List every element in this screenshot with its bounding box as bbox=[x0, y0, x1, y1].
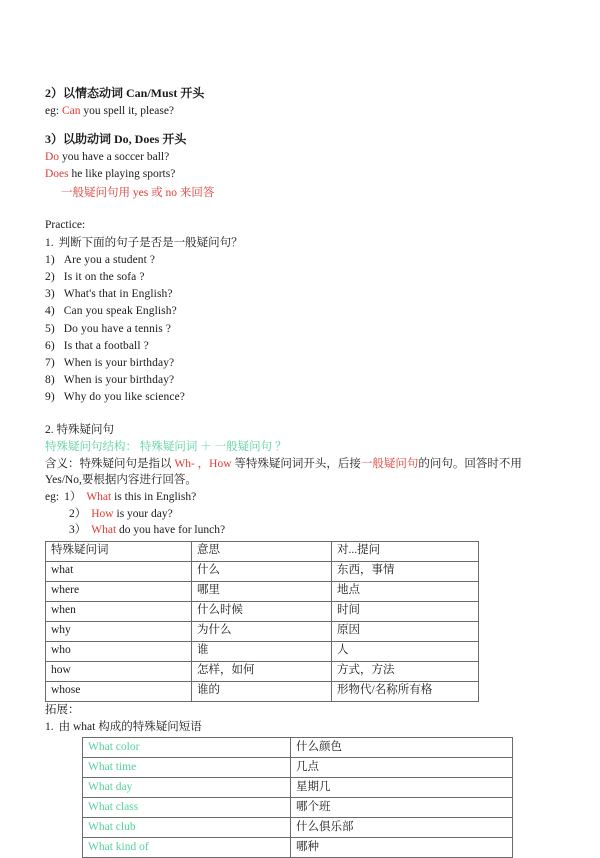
wh-word: what bbox=[46, 562, 192, 582]
item-text: 由 what 构成的特殊疑问短语 bbox=[58, 720, 202, 733]
table-row bbox=[46, 682, 479, 702]
example-keyword: Can bbox=[61, 105, 81, 118]
item-text: When is your birthday? bbox=[63, 356, 175, 369]
what-phrase-meaning: 几点 bbox=[291, 758, 513, 778]
example-rest: do you have for lunch? bbox=[116, 524, 226, 537]
item-number: 1. bbox=[45, 720, 54, 733]
extension-label: 拓展： bbox=[45, 704, 80, 717]
item-number: 7) bbox=[45, 356, 55, 369]
wh-word: who bbox=[46, 642, 192, 662]
wh-meaning: 怎样，如何 bbox=[192, 662, 332, 682]
item-text: Why do you like science? bbox=[63, 391, 185, 404]
table-row bbox=[83, 778, 513, 798]
table-row bbox=[83, 798, 513, 818]
column-header: 特殊疑问词 bbox=[46, 542, 192, 562]
practice-task bbox=[45, 235, 555, 252]
auxiliary-verb-heading: 3）以助动词 Do, Does 开头 bbox=[45, 132, 187, 147]
what-phrase: What color bbox=[83, 738, 291, 758]
item-number: 8) bbox=[45, 374, 55, 387]
item-text: What's that in English? bbox=[63, 288, 173, 301]
special-example-2 bbox=[45, 506, 555, 523]
wh-asks-about: 原因 bbox=[332, 622, 479, 642]
item-number: 9) bbox=[45, 391, 55, 404]
table-row bbox=[46, 582, 479, 602]
item-number: 4) bbox=[45, 305, 55, 318]
wh-asks-about: 地点 bbox=[332, 582, 479, 602]
wh-word: when bbox=[46, 602, 192, 622]
special-question-structure: 特殊疑问句结构： 特殊疑问词 ＋ 一般疑问句 ？ bbox=[45, 441, 287, 454]
auxiliary-example-1 bbox=[45, 149, 555, 166]
example-prefix: eg: bbox=[45, 105, 62, 118]
wh-asks-about: 形物代/名称所有格 bbox=[332, 682, 479, 702]
item-text: When is your birthday? bbox=[63, 374, 175, 387]
table-row bbox=[83, 818, 513, 838]
modal-verb-example bbox=[45, 103, 555, 120]
meaning-part-3: 的问句。回答时不用 Yes/No,要根据内容进行回答。 bbox=[45, 457, 522, 487]
what-phrase-meaning: 哪个班 bbox=[291, 798, 513, 818]
what-phrases-table bbox=[82, 737, 513, 858]
example-rest: you spell it, please? bbox=[80, 105, 175, 118]
special-example-1 bbox=[45, 489, 555, 506]
example-keyword: Does bbox=[45, 168, 69, 181]
example-keyword: What bbox=[91, 524, 117, 537]
what-phrase: What kind of bbox=[83, 838, 291, 858]
what-phrase: What time bbox=[83, 758, 291, 778]
item-number: 3） bbox=[69, 524, 87, 537]
wh-asks-about: 东西，事情 bbox=[332, 562, 479, 582]
practice-item bbox=[45, 355, 555, 372]
item-number: 1） bbox=[64, 491, 82, 504]
table-row bbox=[46, 622, 479, 642]
meaning-wh-keywords: Wh- ，How bbox=[174, 457, 232, 470]
what-phrase-meaning: 哪种 bbox=[291, 838, 513, 858]
practice-item bbox=[45, 372, 555, 389]
special-example-3 bbox=[45, 522, 555, 539]
wh-meaning: 什么时候 bbox=[192, 602, 332, 622]
example-rest: he like playing sports? bbox=[68, 168, 176, 181]
example-rest: is this in English? bbox=[111, 491, 197, 504]
item-number: 3) bbox=[45, 288, 55, 301]
practice-item bbox=[45, 389, 555, 406]
what-phrase: What class bbox=[83, 798, 291, 818]
what-phrases-table-wrapper bbox=[45, 737, 555, 858]
meaning-general-question: 一般疑问句 bbox=[360, 457, 419, 470]
table-header-row bbox=[46, 542, 479, 562]
example-rest: is your day? bbox=[113, 507, 173, 520]
wh-word: whose bbox=[46, 682, 192, 702]
wh-asks-about: 时间 bbox=[332, 602, 479, 622]
auxiliary-example-2 bbox=[45, 166, 555, 183]
item-number: 6) bbox=[45, 339, 55, 352]
what-phrase: What day bbox=[83, 778, 291, 798]
wh-words-table bbox=[45, 541, 479, 702]
example-rest: you have a soccer ball? bbox=[59, 151, 170, 164]
wh-word: how bbox=[46, 662, 192, 682]
table-row bbox=[46, 662, 479, 682]
practice-question-list bbox=[45, 252, 555, 406]
wh-asks-about: 人 bbox=[332, 642, 479, 662]
item-number: 2） bbox=[69, 507, 87, 520]
item-text: Can you speak English? bbox=[63, 305, 177, 318]
item-number: 2) bbox=[45, 270, 55, 283]
wh-words-table-wrapper bbox=[45, 541, 555, 702]
practice-label: Practice: bbox=[45, 219, 86, 232]
meaning-part-1: 含义：特殊疑问句是指以 bbox=[45, 457, 175, 470]
wh-word: why bbox=[46, 622, 192, 642]
yes-no-answer-note: 一般疑问句用 yes 或 no 来回答 bbox=[61, 186, 215, 199]
what-phrase-meaning: 星期几 bbox=[291, 778, 513, 798]
item-text: Do you have a tennis ? bbox=[63, 322, 172, 335]
practice-item bbox=[45, 338, 555, 355]
table-row bbox=[46, 602, 479, 622]
special-question-heading: 2. 特殊疑问句 bbox=[45, 424, 114, 437]
practice-item bbox=[45, 269, 555, 286]
practice-item bbox=[45, 252, 555, 269]
item-number: 5) bbox=[45, 322, 55, 335]
what-phrase: What club bbox=[83, 818, 291, 838]
item-number: 1) bbox=[45, 253, 55, 266]
item-text: Is that a football ? bbox=[63, 339, 149, 352]
table-row bbox=[83, 738, 513, 758]
practice-task-text: 判断下面的句子是否是一般疑问句？ bbox=[58, 237, 243, 250]
example-keyword: How bbox=[91, 507, 114, 520]
wh-word: where bbox=[46, 582, 192, 602]
wh-asks-about: 方式，方法 bbox=[332, 662, 479, 682]
what-phrase-meaning: 什么俱乐部 bbox=[291, 818, 513, 838]
extension-item-heading bbox=[45, 719, 555, 736]
item-text: Is it on the sofa ? bbox=[63, 270, 145, 283]
wh-meaning: 哪里 bbox=[192, 582, 332, 602]
table-row bbox=[46, 642, 479, 662]
table-row bbox=[46, 562, 479, 582]
example-keyword: Do bbox=[45, 151, 60, 164]
wh-meaning: 谁 bbox=[192, 642, 332, 662]
table-row bbox=[83, 758, 513, 778]
document-content bbox=[45, 85, 555, 858]
wh-meaning: 为什么 bbox=[192, 622, 332, 642]
column-header: 意思 bbox=[192, 542, 332, 562]
practice-item bbox=[45, 321, 555, 338]
practice-task-number: 1. bbox=[45, 237, 54, 250]
item-text: Are you a student ? bbox=[63, 253, 156, 266]
wh-meaning: 什么 bbox=[192, 562, 332, 582]
practice-item bbox=[45, 303, 555, 320]
column-header: 对...提问 bbox=[332, 542, 479, 562]
example-keyword: What bbox=[86, 491, 112, 504]
modal-verb-heading: 2）以情态动词 Can/Must 开头 bbox=[45, 86, 205, 100]
examples-prefix: eg: bbox=[45, 491, 60, 504]
practice-item bbox=[45, 286, 555, 303]
special-question-meaning bbox=[45, 456, 555, 489]
what-phrase-meaning: 什么颜色 bbox=[291, 738, 513, 758]
wh-meaning: 谁的 bbox=[192, 682, 332, 702]
meaning-part-2: 等特殊疑问词开头，后接 bbox=[231, 457, 361, 470]
